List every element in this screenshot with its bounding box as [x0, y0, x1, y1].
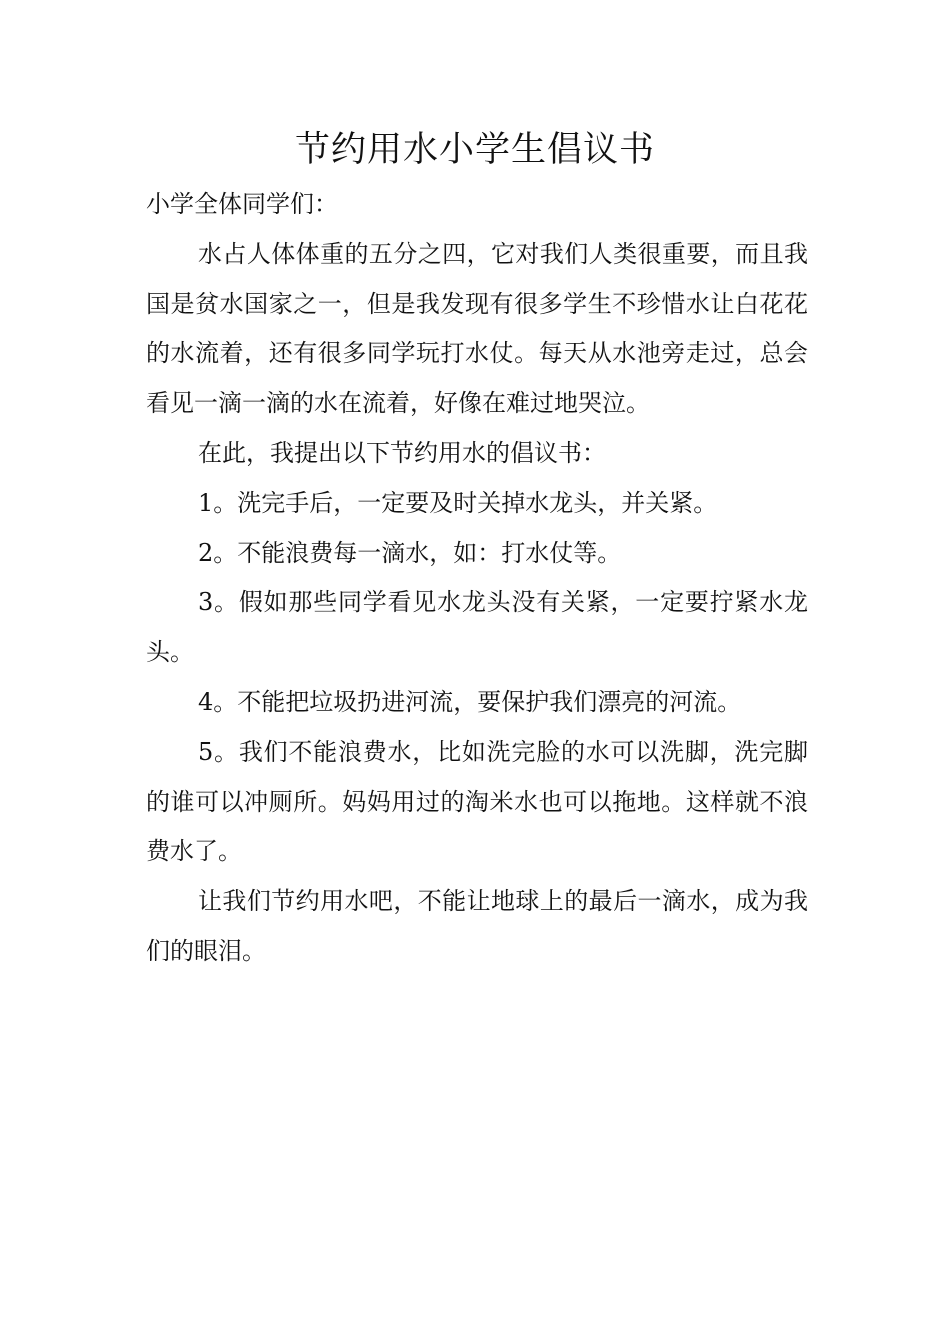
paragraph-intro: 水占人体体重的五分之四，它对我们人类很重要，而且我国是贫水国家之一，但是我发现有很多学生不珍惜水让白花花的水流着，还有很多同学玩打水仗。每天从水池旁走过，总会看见一滴一滴的水在流着，好像在难过地哭泣。 [146, 239, 808, 418]
paragraph-proposal-lead: 在此，我提出以下节约用水的倡议书： [198, 438, 606, 467]
list-item-4: 4。不能把垃圾扔进河流，要保护我们漂亮的河流。 [198, 687, 742, 716]
salutation: 小学全体同学们： [146, 190, 338, 218]
list-item-1: 1。洗完手后，一定要及时关掉水龙头，并关紧。 [198, 488, 718, 517]
list-item-2: 2。不能浪费每一滴水，如：打水仗等。 [198, 538, 622, 567]
list-item-3: 3。假如那些同学看见水龙头没有关紧，一定要拧紧水龙头。 [146, 588, 808, 667]
paragraph-closing: 让我们节约用水吧，不能让地球上的最后一滴水，成为我们的眼泪。 [146, 887, 808, 965]
document-title: 节约用水小学生倡议书 [294, 130, 655, 170]
document-body [146, 180, 808, 977]
list-item-5: 5。我们不能浪费水，比如洗完脸的水可以洗脚，洗完脚的谁可以冲厕所。妈妈用过的淘米水也可以拖地。这样就不浪费水了。 [146, 737, 808, 866]
